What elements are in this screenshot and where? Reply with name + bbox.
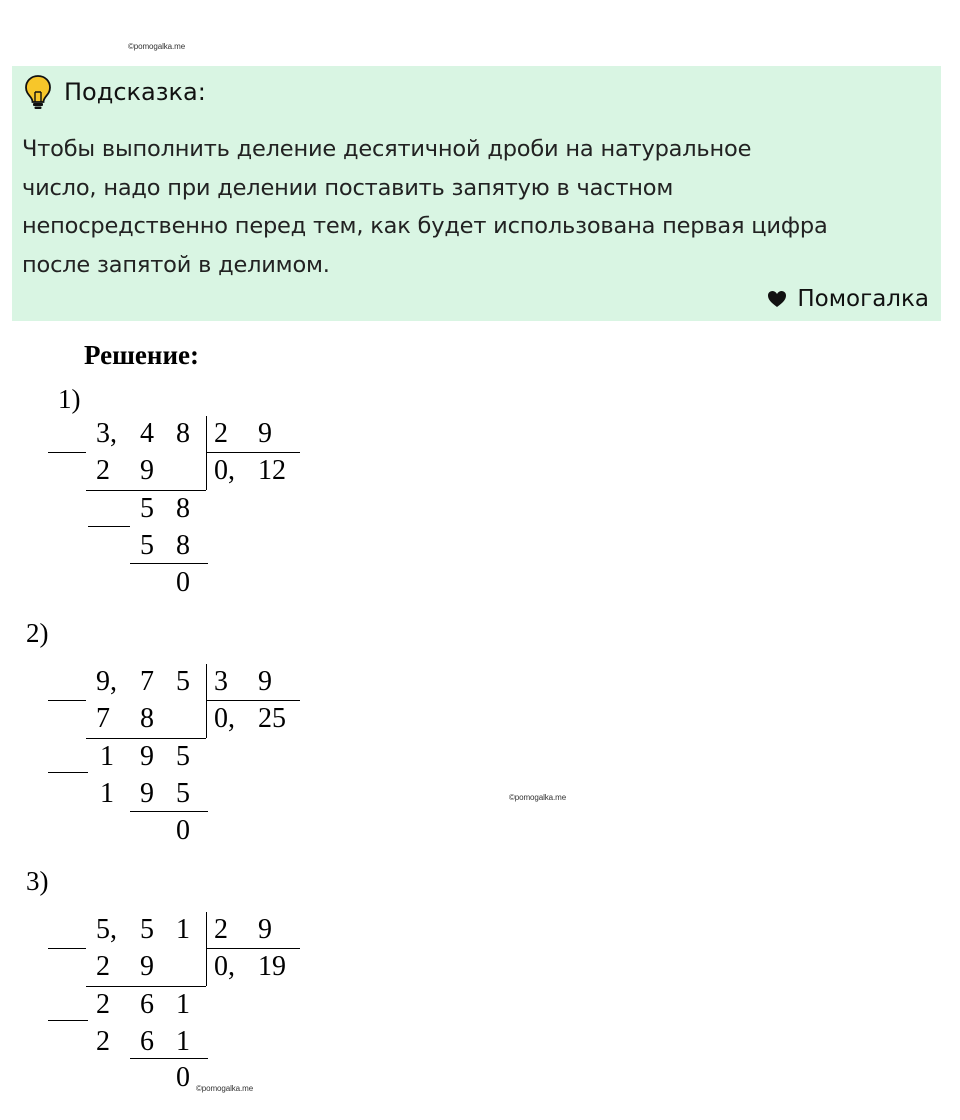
dividend-digit: 5, — [96, 914, 117, 945]
subtraction-line — [86, 738, 206, 739]
minus-sign — [48, 700, 86, 701]
divisor-digit: 2 — [214, 914, 228, 945]
dividend-digit: 5 — [176, 666, 190, 697]
minus-sign — [48, 948, 86, 949]
remainder-digit: 1 — [176, 989, 190, 1020]
subtraction-line — [130, 1058, 208, 1059]
dividend-digit: 4 — [140, 418, 154, 449]
heart-icon — [767, 290, 787, 308]
dividend-digit: 8 — [176, 418, 190, 449]
subtraction-line — [130, 563, 208, 564]
subtraction-line — [86, 490, 206, 491]
watermark-top: ©pomogalka.me — [128, 42, 186, 51]
divisor-digit: 9 — [258, 666, 272, 697]
divisor-digit: 9 — [258, 914, 272, 945]
remainder-digit: 1 — [100, 741, 114, 772]
subtrahend-digit: 7 — [96, 703, 110, 734]
divisor-digit: 2 — [214, 418, 228, 449]
subtraction-line — [86, 986, 206, 987]
watermark-middle: ©pomogalka.me — [509, 793, 567, 802]
subtrahend-digit: 5 — [140, 530, 154, 561]
subtrahend-digit: 1 — [176, 1026, 190, 1057]
dividend-digit: 5 — [140, 914, 154, 945]
minus-sign — [48, 772, 88, 773]
subtrahend-digit: 5 — [176, 778, 190, 809]
minus-sign — [88, 526, 130, 527]
remainder-digit: 8 — [176, 493, 190, 524]
quotient-digit: 19 — [258, 951, 286, 982]
example-number: 1) — [58, 384, 81, 414]
dividend-digit: 3, — [96, 418, 117, 449]
example-number: 2) — [26, 618, 49, 648]
final-remainder: 0 — [176, 815, 190, 846]
hint-line: Чтобы выполнить деление десятичной дроби на натуральное — [22, 136, 752, 162]
quotient-digit: 0, — [214, 455, 235, 486]
remainder-digit: 5 — [140, 493, 154, 524]
remainder-digit: 2 — [96, 989, 110, 1020]
dividend-digit: 7 — [140, 666, 154, 697]
example-number: 3) — [26, 866, 49, 896]
subtrahend-digit: 2 — [96, 951, 110, 982]
dividend-digit: 1 — [176, 914, 190, 945]
quotient-digit: 0, — [214, 951, 235, 982]
divisor-underline — [206, 948, 300, 949]
final-remainder: 0 — [176, 1062, 190, 1093]
watermark-bottom: ©pomogalka.me — [196, 1084, 254, 1093]
subtrahend-digit: 6 — [140, 1026, 154, 1057]
divisor-digit: 9 — [258, 418, 272, 449]
subtrahend-digit: 2 — [96, 455, 110, 486]
quotient-digit: 12 — [258, 455, 286, 486]
hint-title: Подсказка: — [64, 78, 206, 106]
subtrahend-digit: 8 — [140, 703, 154, 734]
hint-line: число, надо при делении поставить запятую в частном — [22, 174, 674, 201]
remainder-digit: 6 — [140, 989, 154, 1020]
subtrahend-digit: 9 — [140, 455, 154, 486]
remainder-digit: 9 — [140, 741, 154, 772]
remainder-digit: 5 — [176, 741, 190, 772]
brand-name: Помогалка — [797, 286, 929, 312]
divisor-digit: 3 — [214, 666, 228, 697]
division-bar — [206, 912, 207, 986]
divisor-underline — [206, 700, 300, 701]
subtrahend-digit: 8 — [176, 530, 190, 561]
subtrahend-digit: 9 — [140, 778, 154, 809]
division-bar — [206, 664, 207, 738]
subtrahend-digit: 9 — [140, 951, 154, 982]
dividend-digit: 9, — [96, 666, 117, 697]
hint-line: после запятой в делимом. — [22, 251, 330, 278]
solution-title: Решение: — [84, 340, 199, 370]
subtrahend-digit: 2 — [96, 1026, 110, 1057]
final-remainder: 0 — [176, 567, 190, 598]
hint-line: непосредственно перед тем, как будет использована первая цифра — [22, 213, 828, 239]
subtraction-line — [130, 811, 208, 812]
quotient-digit: 25 — [258, 703, 286, 734]
minus-sign — [48, 1020, 88, 1021]
quotient-digit: 0, — [214, 703, 235, 734]
divisor-underline — [206, 452, 300, 453]
minus-sign — [48, 452, 86, 453]
division-bar — [206, 416, 207, 490]
subtrahend-digit: 1 — [100, 778, 114, 809]
brand-label — [767, 286, 929, 312]
